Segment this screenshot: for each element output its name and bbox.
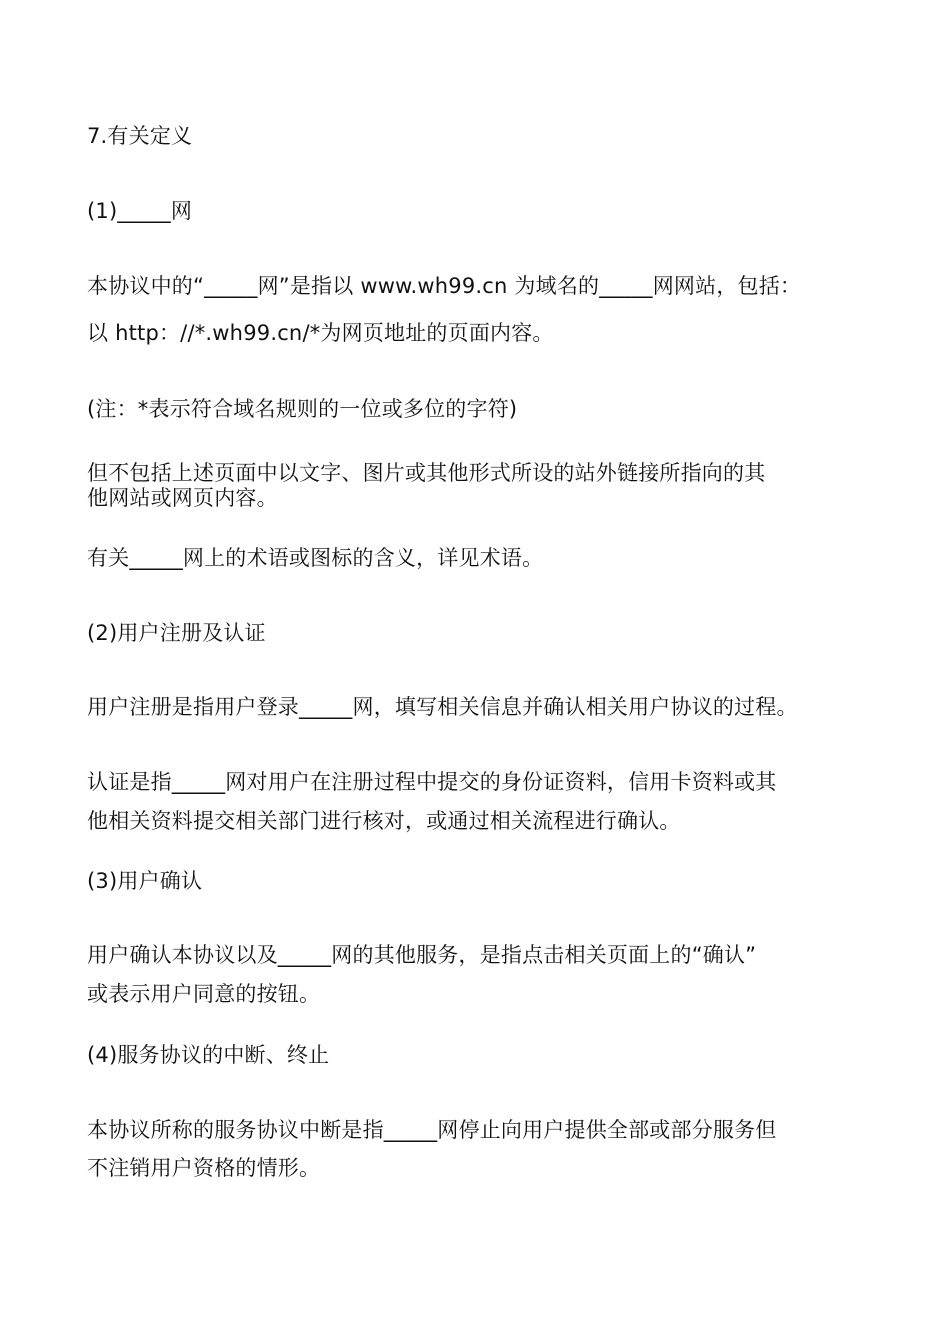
subsection-title-4: (4)服务协议的中断、终止 bbox=[87, 1043, 330, 1067]
paragraph-1-line-1: 本协议中的“_____网”是指以 www.wh99.cn 为域名的_____网网站，包括： bbox=[87, 274, 802, 298]
paragraph-1-line-2: 以 http：//*.wh99.cn/*为网页地址的页面内容。 bbox=[87, 321, 554, 345]
paragraph-5-line-1: 认证是指_____网对用户在注册过程中提交的身份证资料，信用卡资料或其 bbox=[87, 770, 777, 794]
paragraph-2-line-2: 他网站或网页内容。 bbox=[87, 486, 278, 510]
paragraph-7-line-2: 不注销用户资格的情形。 bbox=[87, 1156, 321, 1180]
paragraph-2-line-1: 但不包括上述页面中以文字、图片或其他形式所设的站外链接所指向的其 bbox=[87, 461, 766, 485]
paragraph-5-line-2: 他相关资料提交相关部门进行核对，或通过相关流程进行确认。 bbox=[87, 809, 681, 833]
paragraph-7-line-1: 本协议所称的服务协议中断是指_____网停止向用户提供全部或部分服务但 bbox=[87, 1118, 777, 1142]
note-text: (注：*表示符合域名规则的一位或多位的字符) bbox=[87, 397, 518, 421]
paragraph-3: 有关_____网上的术语或图标的含义，详见术语。 bbox=[87, 546, 544, 570]
section-heading: 7.有关定义 bbox=[87, 124, 193, 148]
subsection-title-2: (2)用户注册及认证 bbox=[87, 621, 266, 645]
paragraph-4: 用户注册是指用户登录_____网，填写相关信息并确认相关用户协议的过程。 bbox=[87, 695, 798, 719]
paragraph-6-line-1: 用户确认本协议以及_____网的其他服务，是指点击相关页面上的“确认” bbox=[87, 943, 757, 967]
paragraph-6-line-2: 或表示用户同意的按钮。 bbox=[87, 982, 321, 1006]
subsection-title-1: (1)_____网 bbox=[87, 199, 193, 223]
subsection-title-3: (3)用户确认 bbox=[87, 869, 203, 893]
